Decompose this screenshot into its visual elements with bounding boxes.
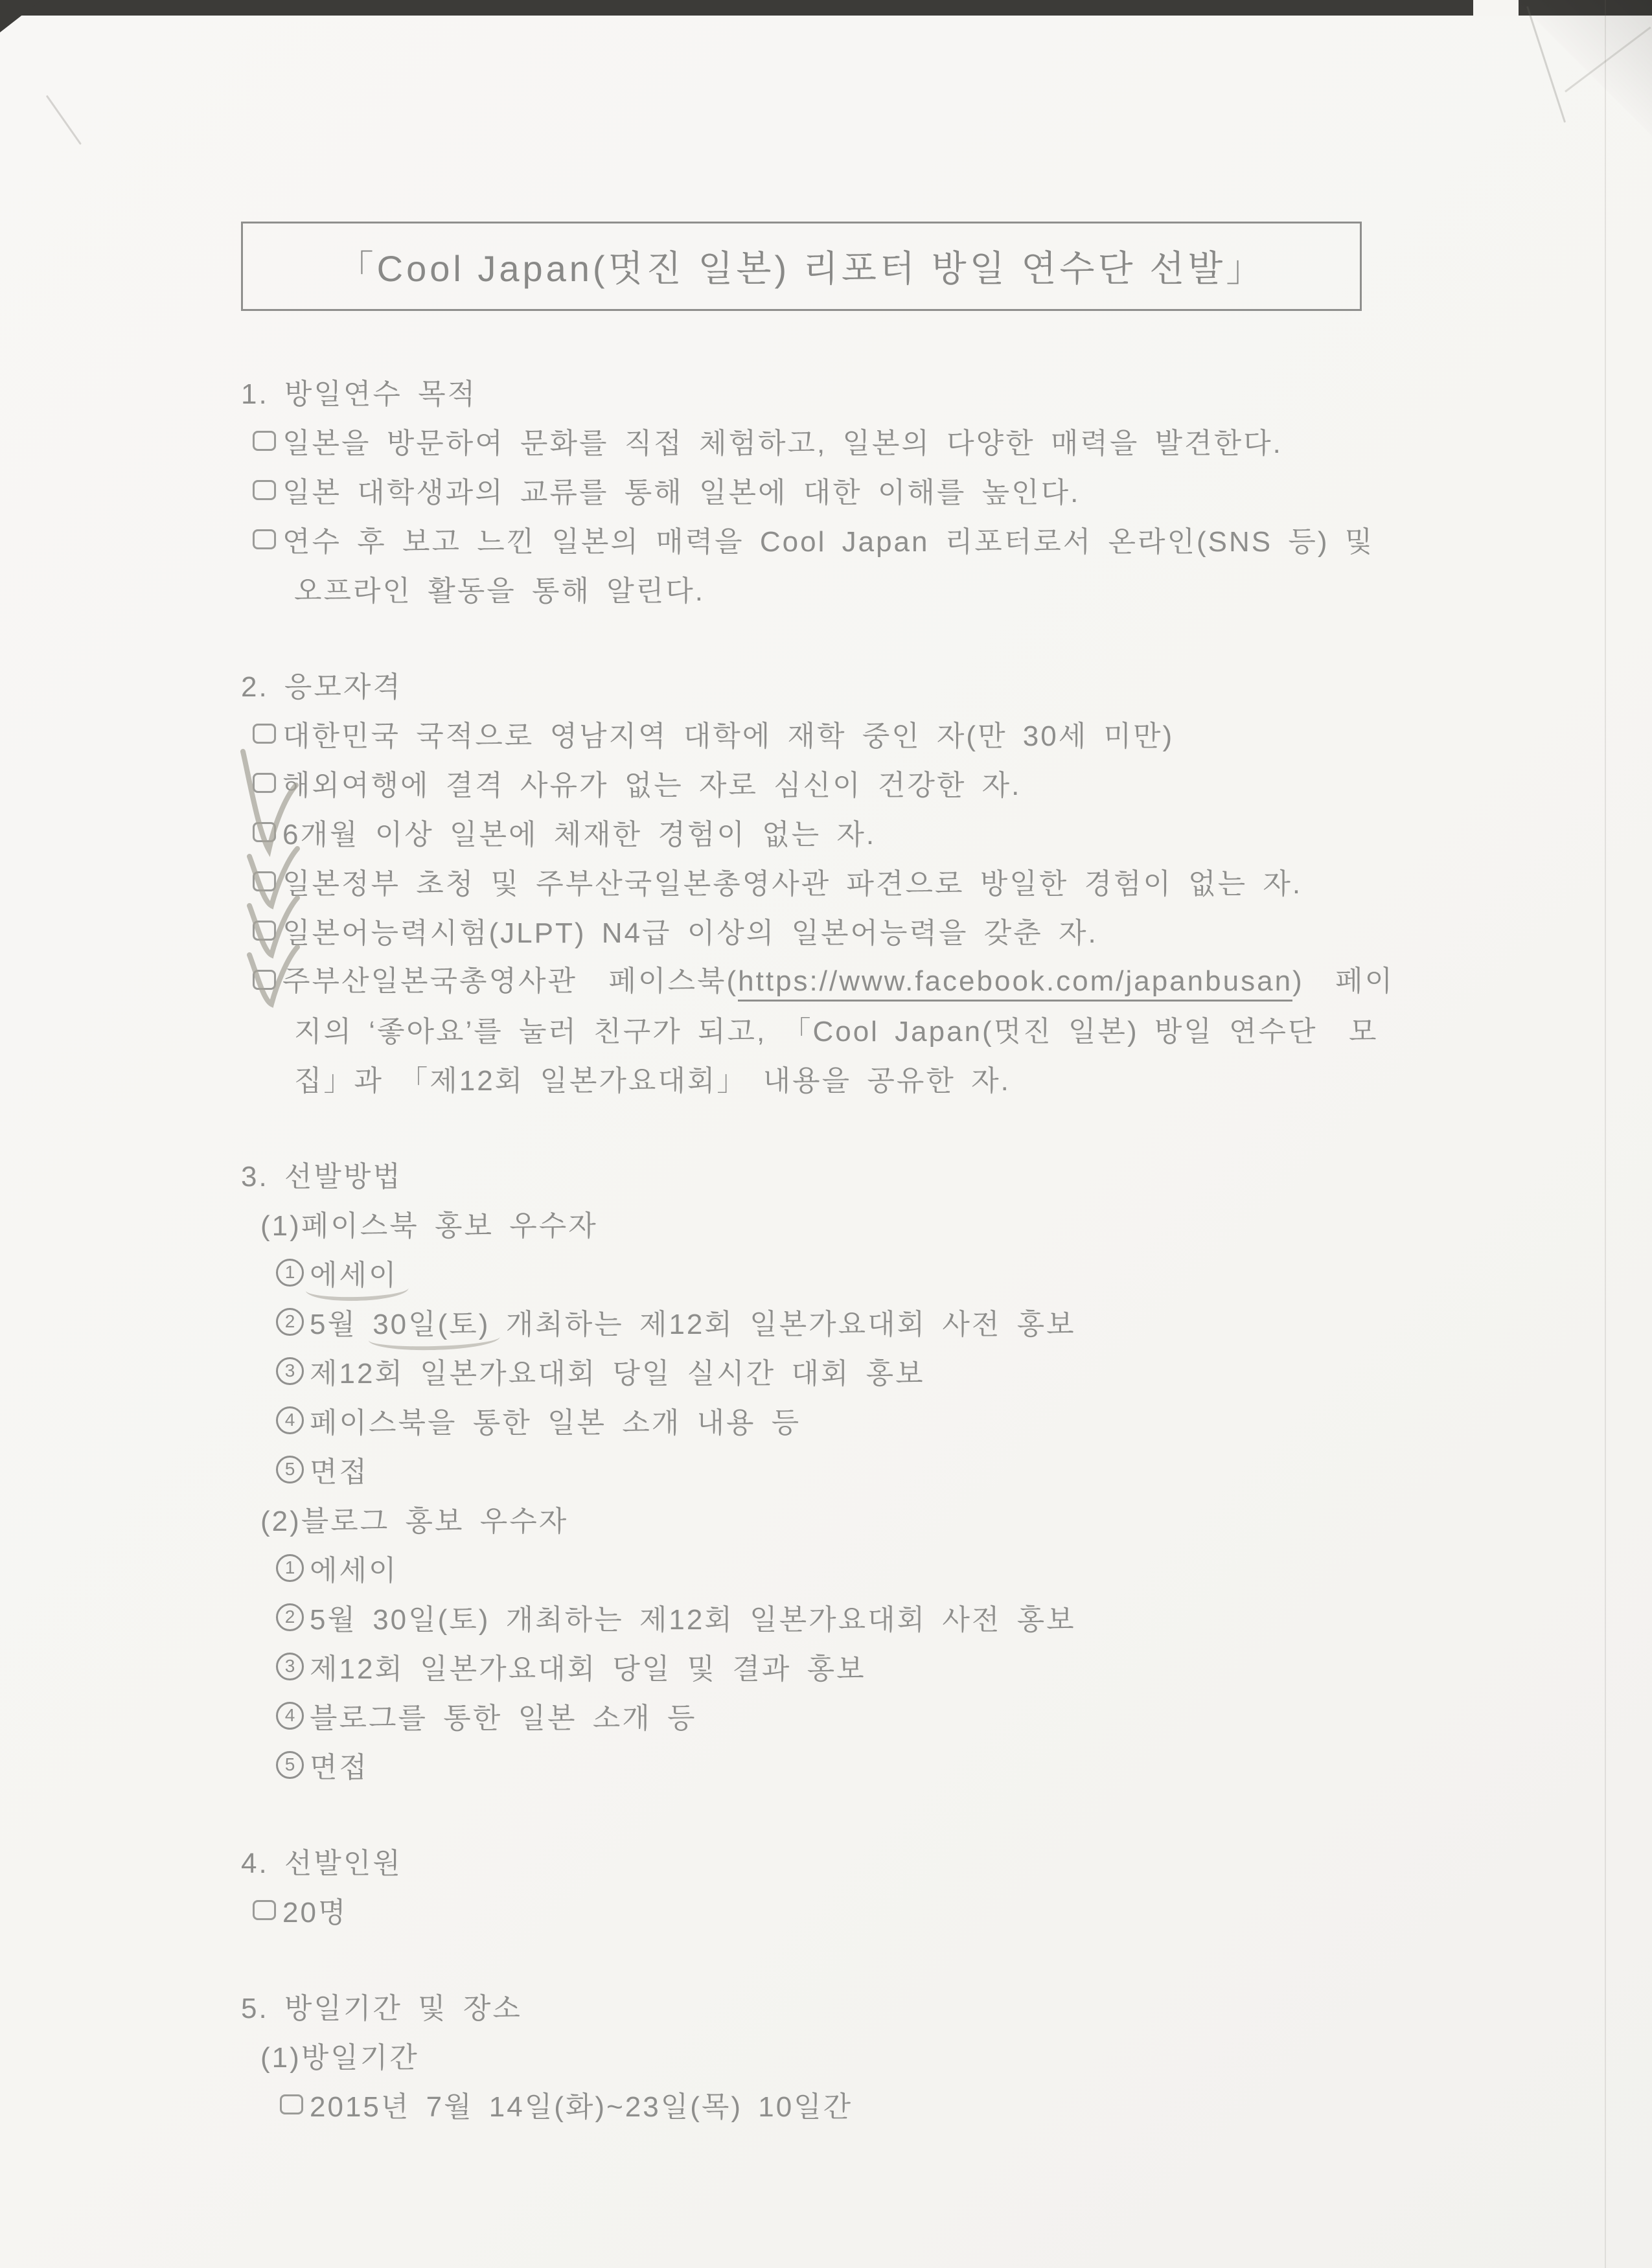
- item-text: 페이스북을 통한 일본 소개 내용 등: [310, 1407, 801, 1439]
- heading-text: 3. 선발방법: [241, 1161, 402, 1193]
- list-item-continuation: [294, 564, 1537, 613]
- list-item: [253, 514, 1537, 564]
- circled-number-icon: 4: [276, 1406, 304, 1434]
- heading-text: 2. 응모자격: [241, 671, 402, 703]
- numbered-item: [276, 1297, 1537, 1346]
- pencil-check-mark-icon: [243, 932, 300, 1011]
- title-box: [241, 222, 1362, 311]
- heading-text: 5. 방일기간 및 장소: [241, 1993, 522, 2024]
- list-item-continuation: [294, 1004, 1537, 1053]
- item-text: 일본 대학생과의 교류를 통해 일본에 대한 이해를 높인다.: [282, 477, 1081, 509]
- numbered-item: [276, 1395, 1537, 1445]
- item-text-part: 5월: [310, 1309, 373, 1340]
- item-text: 에세이: [310, 1252, 398, 1293]
- item-text-after-url: ) 페이: [1292, 965, 1395, 997]
- item-text: 에세이: [310, 1555, 398, 1586]
- section-1: [241, 367, 1537, 613]
- heading-text: 1. 방일연수 목적: [241, 378, 477, 410]
- label-text: (1)페이스북 홍보 우수자: [260, 1210, 598, 1242]
- circled-number-icon: 3: [276, 1653, 304, 1680]
- numbered-item: [276, 1642, 1537, 1691]
- circled-number-icon: 3: [276, 1357, 304, 1385]
- item-text: 일본을 방문하여 문화를 직접 체험하고, 일본의 다양한 매력을 발견한다.: [282, 428, 1283, 459]
- item-text: 제12회 일본가요대회 당일 및 결과 홍보: [310, 1653, 866, 1685]
- numbered-item: [276, 1445, 1537, 1494]
- item-text: 해외여행에 결격 사유가 없는 자로 심신이 건강한 자.: [282, 770, 1022, 801]
- circled-number-icon: 1: [276, 1259, 304, 1287]
- item-text: 제12회 일본가요대회 당일 실시간 대회 홍보: [310, 1358, 925, 1390]
- item-text: 집」과 「제12회 일본가요대회」 내용을 공유한 자.: [294, 1065, 1011, 1097]
- checkbox-icon: [280, 2094, 303, 2114]
- item-text: [282, 957, 1394, 1002]
- circled-number-icon: 2: [276, 1603, 304, 1631]
- section-heading: [241, 1149, 1537, 1198]
- subsection-label: [260, 1494, 1537, 1543]
- item-text: 20명: [282, 1897, 348, 1929]
- list-item: [280, 2079, 1537, 2129]
- numbered-item: [276, 1740, 1537, 1789]
- list-item-continuation: [294, 1053, 1537, 1103]
- list-item: [253, 955, 1537, 1004]
- subsection-label: [260, 2030, 1537, 2079]
- item-text: 6개월 이상 일본에 체재한 경험이 없는 자.: [282, 819, 877, 851]
- label-text: (2)블로그 홍보 우수자: [260, 1506, 569, 1537]
- subsection-label: [260, 1198, 1537, 1248]
- circled-number-icon: 5: [276, 1751, 304, 1779]
- section-heading: [241, 1836, 1537, 1885]
- circled-number-icon: 1: [276, 1554, 304, 1582]
- facebook-url-text: https://www.facebook.com/japanbusan: [738, 965, 1292, 1002]
- item-text: 오프라인 활동을 통해 알린다.: [294, 575, 705, 607]
- scanner-edge-strip: [0, 0, 1652, 16]
- paper-crease: [46, 95, 82, 145]
- checkbox-icon: [253, 529, 276, 549]
- page-fold-notch: [1473, 0, 1519, 16]
- list-item: [253, 416, 1537, 465]
- item-text: 대한민국 국적으로 영남지역 대학에 재학 중인 자(만 30세 미만): [282, 720, 1175, 752]
- checkbox-icon: [253, 431, 276, 451]
- list-item: [253, 758, 1537, 807]
- circled-number-icon: 4: [276, 1702, 304, 1730]
- section-2: [241, 659, 1537, 1103]
- section-heading: [241, 659, 1537, 709]
- numbered-item: [276, 1543, 1537, 1592]
- page-edge-shadow: [1605, 0, 1606, 2268]
- checkbox-icon: [253, 1900, 276, 1920]
- numbered-item: [276, 1691, 1537, 1740]
- item-text: 면접: [310, 1752, 369, 1783]
- item-text: [310, 1301, 1076, 1342]
- section-4: [241, 1836, 1537, 1934]
- checkbox-icon: [253, 970, 276, 990]
- list-item: [253, 906, 1537, 955]
- circled-number-icon: 2: [276, 1308, 304, 1336]
- list-item: [253, 807, 1537, 856]
- checkbox-icon: [253, 724, 276, 744]
- numbered-item: [276, 1248, 1537, 1297]
- item-text: 연수 후 보고 느낀 일본의 매력을 Cool Japan 리포터로서 온라인(SNS 등) 및: [282, 526, 1375, 558]
- page-title: 「Cool Japan(멋진 일본) 리포터 방일 연수단 선발」: [337, 248, 1266, 289]
- item-text-before-url: 주부산일본국총영사관 페이스북(: [282, 965, 739, 997]
- page-fold-shade: [1516, 0, 1652, 136]
- item-text: 2015년 7월 14일(화)~23일(목) 10일간: [310, 2091, 853, 2123]
- section-heading: [241, 1981, 1537, 2030]
- document-content: [241, 222, 1537, 2129]
- numbered-item: [276, 1346, 1537, 1395]
- label-text: (1)방일기간: [260, 2042, 419, 2074]
- item-text: 면접: [310, 1456, 369, 1488]
- item-text: 일본정부 초청 및 주부산국일본총영사관 파견으로 방일한 경험이 없는 자.: [282, 868, 1303, 900]
- pencil-underlined-text: 30일(토): [373, 1301, 490, 1342]
- item-text: 일본어능력시험(JLPT) N4급 이상의 일본어능력을 갖춘 자.: [282, 917, 1098, 949]
- heading-text: 4. 선발인원: [241, 1848, 402, 1879]
- item-text: 5월 30일(토) 개최하는 제12회 일본가요대회 사전 홍보: [310, 1604, 1076, 1636]
- list-item: [253, 856, 1537, 906]
- section-heading: [241, 367, 1537, 416]
- item-text: 블로그를 통한 일본 소개 등: [310, 1702, 697, 1734]
- circled-number-icon: 5: [276, 1456, 304, 1483]
- list-item: [253, 709, 1537, 758]
- section-3: [241, 1149, 1537, 1789]
- item-text: 지의 ‘좋아요’를 눌러 친구가 되고, 「Cool Japan(멋진 일본) 방일 연수단 모: [294, 1016, 1379, 1048]
- section-5: [241, 1981, 1537, 2129]
- checkbox-icon: [253, 480, 276, 500]
- list-item: [253, 1885, 1537, 1934]
- numbered-item: [276, 1592, 1537, 1642]
- list-item: [253, 465, 1537, 514]
- item-text-part: 개최하는 제12회 일본가요대회 사전 홍보: [490, 1309, 1076, 1340]
